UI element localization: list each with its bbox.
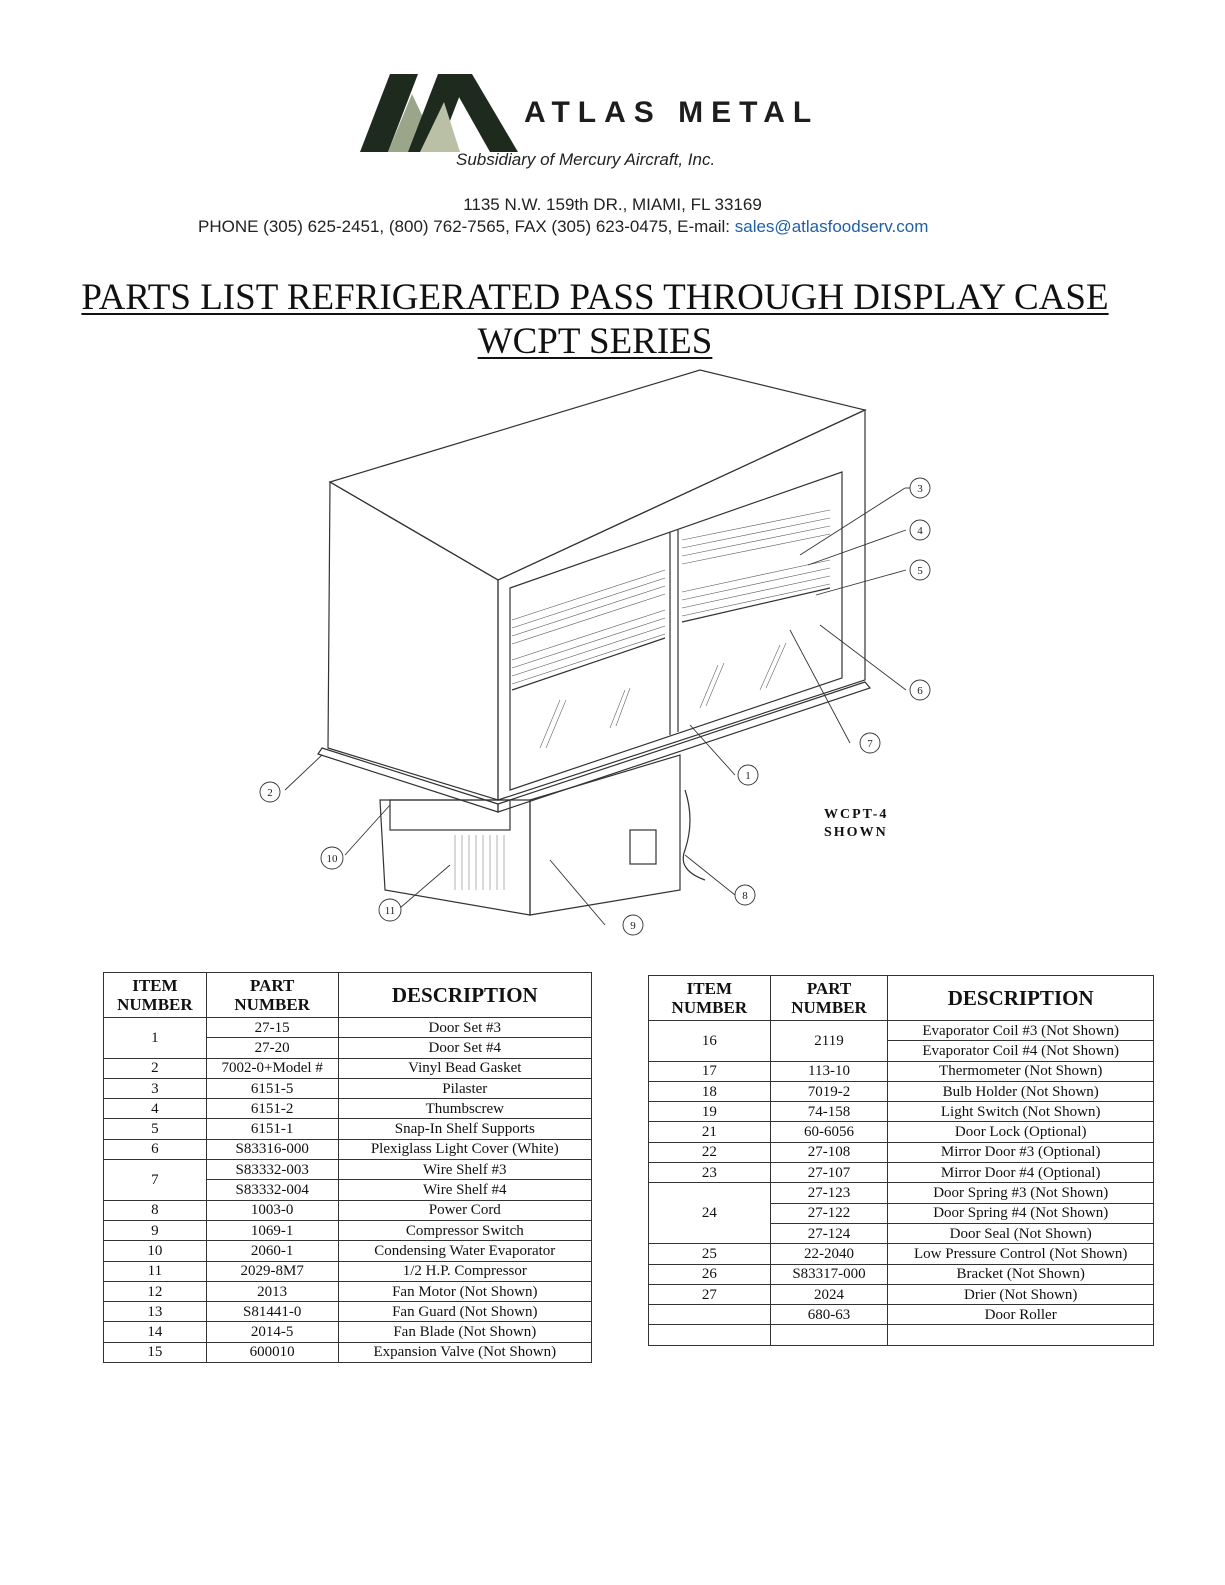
callout-7-label: 7: [867, 738, 873, 750]
table-row: [104, 1058, 592, 1078]
table-row: [104, 1200, 592, 1220]
document-title: PARTS LIST REFRIGERATED PASS THROUGH DISPLAY CASE: [81, 277, 1109, 318]
table-row: [649, 1021, 1154, 1041]
item-cell: [649, 1325, 771, 1345]
desc-cell: [888, 1325, 1154, 1345]
desc-cell: Light Switch (Not Shown): [888, 1102, 1154, 1122]
item-cell: 5: [104, 1119, 207, 1139]
item-cell: 4: [104, 1099, 207, 1119]
part-cell: 2014-5: [206, 1322, 338, 1342]
item-cell: 23: [649, 1163, 771, 1183]
parts-table-right: [648, 975, 1154, 1346]
desc-cell: Bulb Holder (Not Shown): [888, 1081, 1154, 1101]
callout-11-label: 11: [384, 905, 396, 917]
table-row: [104, 1241, 592, 1261]
item-cell: 25: [649, 1244, 771, 1264]
table-row: [104, 1281, 592, 1301]
header-part-number: PART NUMBER: [770, 976, 888, 1021]
table-header-row: [104, 973, 592, 1018]
part-cell: 6151-5: [206, 1078, 338, 1098]
item-cell: 15: [104, 1342, 207, 1362]
callout-5-label: 5: [917, 565, 923, 577]
item-cell: 1: [104, 1018, 207, 1059]
table-row: [649, 1163, 1154, 1183]
item-cell: 19: [649, 1102, 771, 1122]
address-line: 1135 N.W. 159th DR., MIAMI, FL 33169: [463, 195, 762, 214]
part-cell: 1003-0: [206, 1200, 338, 1220]
desc-cell: Snap-In Shelf Supports: [338, 1119, 591, 1139]
item-cell: 13: [104, 1302, 207, 1322]
item-cell: 2: [104, 1058, 207, 1078]
desc-cell: Vinyl Bead Gasket: [338, 1058, 591, 1078]
table-row: [649, 1081, 1154, 1101]
desc-cell: Fan Blade (Not Shown): [338, 1322, 591, 1342]
header-description: DESCRIPTION: [338, 973, 591, 1018]
part-cell: S83332-004: [206, 1180, 338, 1200]
table-row: [649, 1122, 1154, 1142]
part-cell: 680-63: [770, 1305, 888, 1325]
item-cell: 24: [649, 1183, 771, 1244]
part-cell: 2024: [770, 1284, 888, 1304]
model-label: [824, 806, 888, 842]
item-cell: 11: [104, 1261, 207, 1281]
table-row: [649, 1325, 1154, 1345]
desc-cell: Door Roller: [888, 1305, 1154, 1325]
table-row: [104, 1078, 592, 1098]
part-cell: S81441-0: [206, 1302, 338, 1322]
item-cell: 7: [104, 1160, 207, 1201]
part-cell: 27-124: [770, 1223, 888, 1243]
desc-cell: Door Lock (Optional): [888, 1122, 1154, 1142]
item-cell: 17: [649, 1061, 771, 1081]
model-line-1: WCPT-4: [824, 807, 889, 822]
table-row: [649, 1102, 1154, 1122]
table-row: [104, 1322, 592, 1342]
condensing-unit-front: [530, 755, 680, 915]
contact-line: [198, 217, 928, 237]
desc-cell: Plexiglass Light Cover (White): [338, 1139, 591, 1159]
table-row: [649, 1284, 1154, 1304]
table-row: [649, 1305, 1154, 1325]
desc-cell: Door Spring #3 (Not Shown): [888, 1183, 1154, 1203]
table-row: [649, 1264, 1154, 1284]
desc-cell: Wire Shelf #4: [338, 1180, 591, 1200]
table-row: [104, 1220, 592, 1240]
desc-cell: Evaporator Coil #4 (Not Shown): [888, 1041, 1154, 1061]
desc-cell: Evaporator Coil #3 (Not Shown): [888, 1021, 1154, 1041]
table-row: [649, 1142, 1154, 1162]
item-cell: 10: [104, 1241, 207, 1261]
item-cell: 3: [104, 1078, 207, 1098]
desc-cell: Pilaster: [338, 1078, 591, 1098]
callout-9-label: 9: [630, 920, 636, 932]
header-item-number: ITEM NUMBER: [649, 976, 771, 1021]
table-row: [649, 1244, 1154, 1264]
desc-cell: Condensing Water Evaporator: [338, 1241, 591, 1261]
display-case-diagram: [230, 360, 960, 940]
desc-cell: Thumbscrew: [338, 1099, 591, 1119]
table-row: [104, 1099, 592, 1119]
item-cell: 6: [104, 1139, 207, 1159]
wire-shelves: [512, 510, 830, 684]
part-cell: 27-20: [206, 1038, 338, 1058]
callout-4-label: 4: [917, 525, 923, 537]
document-subtitle: WCPT SERIES: [477, 321, 713, 362]
atlas-metal-logo: [360, 72, 520, 156]
callout-2-label: 2: [267, 787, 273, 799]
company-name: ATLAS METAL: [524, 96, 820, 129]
callout-1-label: 1: [745, 770, 751, 782]
part-cell: 27-108: [770, 1142, 888, 1162]
part-cell: 22-2040: [770, 1244, 888, 1264]
email-link[interactable]: sales@atlasfoodserv.com: [734, 217, 929, 236]
part-cell: S83332-003: [206, 1160, 338, 1180]
desc-cell: Door Spring #4 (Not Shown): [888, 1203, 1154, 1223]
part-cell: 7002-0+Model #: [206, 1058, 338, 1078]
table-row: [104, 1261, 592, 1281]
part-cell: 1069-1: [206, 1220, 338, 1240]
part-cell: S83317-000: [770, 1264, 888, 1284]
part-cell: 27-122: [770, 1203, 888, 1223]
table-row: [649, 1183, 1154, 1203]
part-cell: 2060-1: [206, 1241, 338, 1261]
item-cell: 26: [649, 1264, 771, 1284]
table-row: [649, 1061, 1154, 1081]
desc-cell: Door Set #4: [338, 1038, 591, 1058]
item-cell: 21: [649, 1122, 771, 1142]
part-cell: 2119: [770, 1021, 888, 1062]
header-item-number: ITEM NUMBER: [104, 973, 207, 1018]
part-cell: 113-10: [770, 1061, 888, 1081]
desc-cell: Thermometer (Not Shown): [888, 1061, 1154, 1081]
table-header-row: [649, 976, 1154, 1021]
desc-cell: Door Set #3: [338, 1018, 591, 1038]
table-row: [104, 1160, 592, 1180]
contact-prefix: PHONE (305) 625-2451, (800) 762-7565, FAX (305) 623-0475, E-mail:: [198, 217, 735, 236]
model-line-2: SHOWN: [824, 825, 888, 840]
item-cell: 27: [649, 1284, 771, 1304]
part-cell: 27-15: [206, 1018, 338, 1038]
item-cell: 8: [104, 1200, 207, 1220]
parts-table-left: [103, 972, 592, 1363]
desc-cell: Drier (Not Shown): [888, 1284, 1154, 1304]
desc-cell: Fan Motor (Not Shown): [338, 1281, 591, 1301]
case-left-side: [328, 482, 498, 800]
item-cell: [649, 1305, 771, 1325]
desc-cell: Mirror Door #4 (Optional): [888, 1163, 1154, 1183]
part-cell: 2029-8M7: [206, 1261, 338, 1281]
header-part-number: PART NUMBER: [206, 973, 338, 1018]
item-cell: 18: [649, 1081, 771, 1101]
table-row: [104, 1342, 592, 1362]
header-description: DESCRIPTION: [888, 976, 1154, 1021]
case-top: [330, 370, 865, 580]
part-cell: 27-107: [770, 1163, 888, 1183]
callout-6-label: 6: [917, 685, 923, 697]
part-cell: 2013: [206, 1281, 338, 1301]
table-row: [104, 1018, 592, 1038]
part-cell: [770, 1325, 888, 1345]
desc-cell: Wire Shelf #3: [338, 1160, 591, 1180]
desc-cell: Bracket (Not Shown): [888, 1264, 1154, 1284]
part-cell: 74-158: [770, 1102, 888, 1122]
item-cell: 14: [104, 1322, 207, 1342]
subsidiary-line: Subsidiary of Mercury Aircraft, Inc.: [456, 150, 716, 169]
part-cell: 7019-2: [770, 1081, 888, 1101]
callout-8-label: 8: [742, 890, 748, 902]
callout-10-label: 10: [326, 853, 338, 865]
case-front-frame: [498, 410, 865, 800]
item-cell: 22: [649, 1142, 771, 1162]
item-cell: 12: [104, 1281, 207, 1301]
part-cell: 6151-2: [206, 1099, 338, 1119]
item-cell: 16: [649, 1021, 771, 1062]
part-cell: 600010: [206, 1342, 338, 1362]
part-cell: 6151-1: [206, 1119, 338, 1139]
desc-cell: Power Cord: [338, 1200, 591, 1220]
gasket: [318, 748, 498, 812]
table-row: [104, 1119, 592, 1139]
desc-cell: Fan Guard (Not Shown): [338, 1302, 591, 1322]
desc-cell: Mirror Door #3 (Optional): [888, 1142, 1154, 1162]
part-cell: 27-123: [770, 1183, 888, 1203]
desc-cell: Expansion Valve (Not Shown): [338, 1342, 591, 1362]
part-cell: 60-6056: [770, 1122, 888, 1142]
desc-cell: Compressor Switch: [338, 1220, 591, 1240]
part-cell: S83316-000: [206, 1139, 338, 1159]
desc-cell: 1/2 H.P. Compressor: [338, 1261, 591, 1281]
table-row: [104, 1302, 592, 1322]
callout-3-label: 3: [917, 483, 923, 495]
item-cell: 9: [104, 1220, 207, 1240]
desc-cell: Door Seal (Not Shown): [888, 1223, 1154, 1243]
table-row: [104, 1139, 592, 1159]
desc-cell: Low Pressure Control (Not Shown): [888, 1244, 1154, 1264]
